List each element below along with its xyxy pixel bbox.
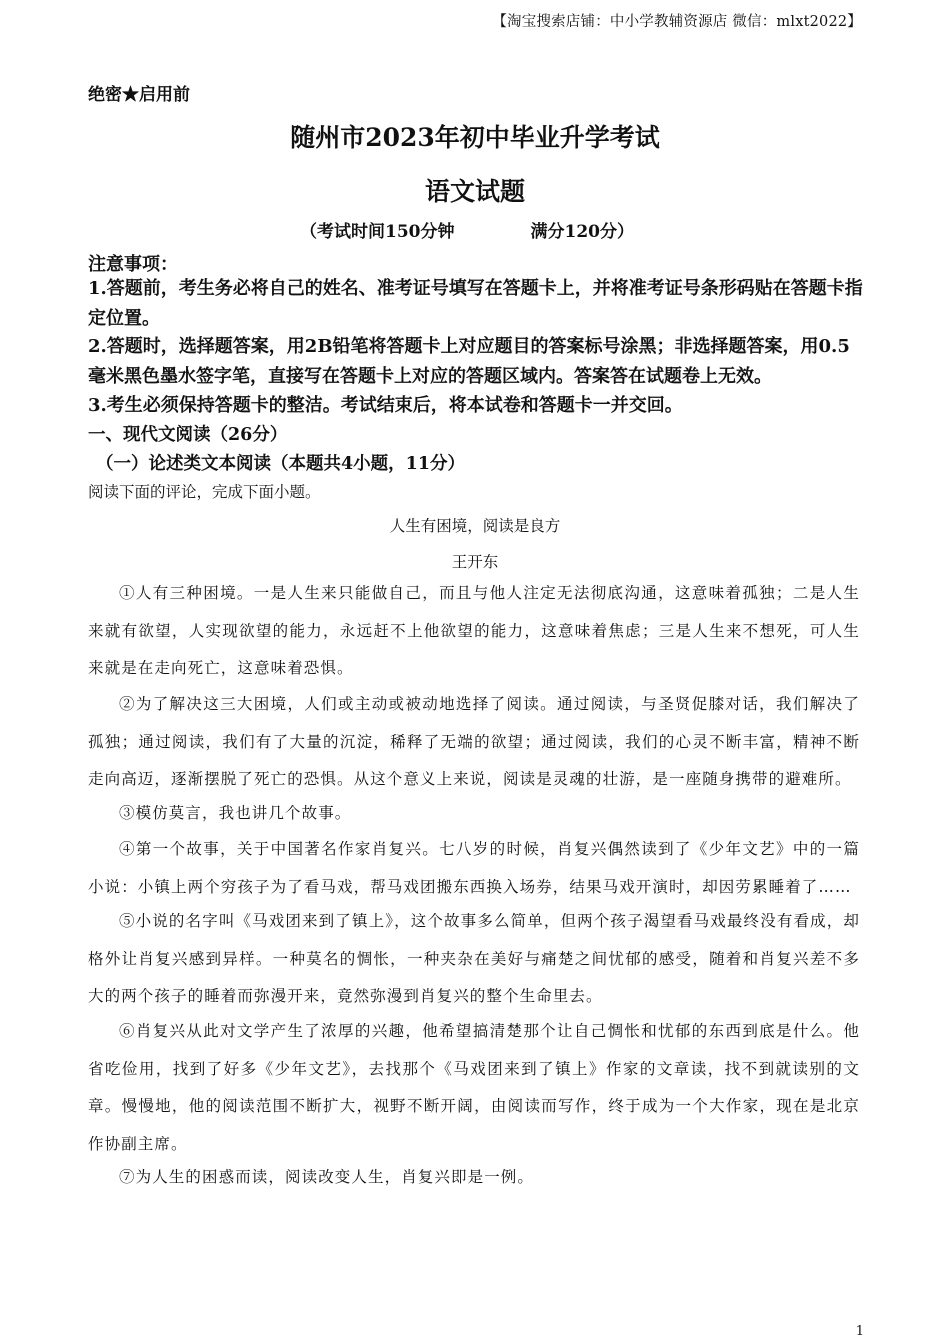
notice-title: 注意事项： (88, 254, 178, 275)
header-note: 【淘宝搜索店铺：中小学教辅资源店 微信：mlxt2022】 (492, 14, 862, 30)
article-paragraph-3: ③模仿莫言，我也讲几个故事。 (119, 804, 352, 822)
article-paragraph-7: ⑦为人生的困惑而读，阅读改变人生，肖复兴即是一例。 (119, 1168, 535, 1186)
notice-item-1: 1.答题前，考生务必将自己的姓名、准考证号填写在答题卡上，并将准考证号条形码贴在答题卡指定位置。 (88, 278, 863, 329)
page-number: 1 (855, 1324, 864, 1339)
article-paragraph-1: ①人有三种困境。一是人生来只能做自己，而且与他人注定无法彻底沟通，这意味着孤独；二是人生来就有欲望，人实现欲望的能力，永远赶不上他欲望的能力，这意味着焦虑；三是人生来不想死，可人生来就是在走向死亡，这意味着恐惧。 (88, 584, 860, 677)
section-heading: 一、现代文阅读（26分） (88, 425, 288, 445)
article-paragraph-5: ⑤小说的名字叫《马戏团来到了镇上》，这个故事多么简单，但两个孩子渴望看马戏最终没有看成，却格外让肖复兴感到异样。一种莫名的惆怅，一种夹杂在美好与痛楚之间忧郁的感受，随着和肖复兴差不多大的两个孩子的睡着而弥漫开来，竟然弥漫到肖复兴的整个生命里去。 (88, 912, 860, 1005)
exam-title: 随州市2023年初中毕业升学考试 (290, 123, 660, 152)
exam-time: （考试时间150分钟 (300, 222, 455, 242)
reading-instruction: 阅读下面的评论，完成下面小题。 (88, 483, 321, 501)
subsection-heading: （一）论述类文本阅读（本题共4小题，11分） (96, 454, 466, 474)
article-paragraph-2: ②为了解决这三大困境，人们或主动或被动地选择了阅读。通过阅读，与圣贤促膝对话，我们解决了孤独；通过阅读，我们有了大量的沉淀，稀释了无端的欲望；通过阅读，我们的心灵不断丰富，精神不断走向高迈，逐渐摆脱了死亡的恐惧。从这个意义上来说，阅读是灵魂的壮游，是一座随身携带的避难所。 (88, 695, 860, 788)
full-score: 满分120分） (530, 222, 634, 242)
article-paragraph-4: ④第一个故事，关于中国著名作家肖复兴。七八岁的时候，肖复兴偶然读到了《少年文艺》中的一篇小说：小镇上两个穷孩子为了看马戏，帮马戏团搬东西换入场券，结果马戏开演时，却因劳累睡着了…… (88, 840, 860, 896)
article-author: 王开东 (451, 553, 499, 571)
exam-info-line (300, 217, 634, 242)
article-paragraph-6: ⑥肖复兴从此对文学产生了浓厚的兴趣，他希望搞清楚那个让自己惆怅和忧郁的东西到底是什么。他省吃俭用，找到了好多《少年文艺》，去找那个《马戏团来到了镇上》作家的文章读，找不到就读别的文章。慢慢地，他的阅读范围不断扩大，视野不断开阔，由阅读而写作，终于成为一个大作家，现在是北京作协副主席。 (88, 1022, 860, 1153)
secret-label: 绝密★启用前 (88, 85, 190, 105)
article-title: 人生有困境，阅读是良方 (389, 517, 561, 535)
notice-item-2: 2.答题时，选择题答案，用2B铅笔将答题卡上对应题目的答案标号涂黑；非选择题答案，用0.5毫米黑色墨水签字笔，直接写在答题卡上对应的答题区域内。答案答在试题卷上无效。 (88, 336, 850, 387)
paper-title: 语文试题 (424, 177, 525, 206)
notice-item-3: 3.考生必须保持答题卡的整洁。考试结束后，将本试卷和答题卡一并交回。 (88, 395, 683, 416)
